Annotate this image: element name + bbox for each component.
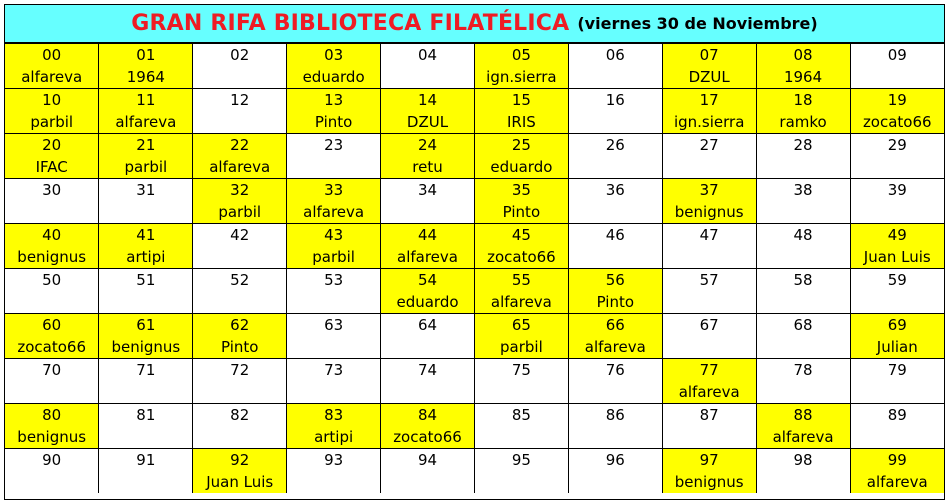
raffle-number-cell: 51	[99, 269, 193, 292]
buyer-name-cell	[568, 201, 662, 224]
buyer-name-cell: Juan Luis	[193, 471, 287, 493]
raffle-number-cell: 52	[193, 269, 287, 292]
buyer-name-cell: alfareva	[662, 381, 756, 404]
buyer-name-cell: alfareva	[850, 471, 944, 493]
buyer-name-cell	[99, 381, 193, 404]
raffle-number-cell: 10	[5, 89, 99, 112]
raffle-number-cell: 60	[5, 314, 99, 337]
buyer-name-cell	[381, 471, 475, 493]
buyer-name-cell	[568, 426, 662, 449]
raffle-number-cell: 48	[756, 224, 850, 247]
buyer-row	[5, 471, 944, 493]
raffle-number-cell: 87	[662, 404, 756, 427]
raffle-number-cell: 57	[662, 269, 756, 292]
raffle-number-cell: 01	[99, 44, 193, 67]
buyer-row	[5, 156, 944, 179]
buyer-name-cell: benignus	[662, 201, 756, 224]
buyer-name-cell: benignus	[662, 471, 756, 493]
buyer-name-cell	[287, 381, 381, 404]
buyer-name-cell	[850, 426, 944, 449]
buyer-name-cell: alfareva	[287, 201, 381, 224]
buyer-name-cell	[193, 66, 287, 89]
raffle-number-cell: 75	[474, 359, 568, 382]
raffle-number-cell: 79	[850, 359, 944, 382]
raffle-grid	[5, 43, 944, 493]
buyer-name-cell	[662, 156, 756, 179]
raffle-number-cell: 28	[756, 134, 850, 157]
buyer-name-cell: Pinto	[474, 201, 568, 224]
number-row	[5, 404, 944, 427]
raffle-number-cell: 32	[193, 179, 287, 202]
buyer-row	[5, 336, 944, 359]
buyer-name-cell: benignus	[99, 336, 193, 359]
raffle-number-cell: 22	[193, 134, 287, 157]
buyer-name-cell	[662, 246, 756, 269]
buyer-name-cell	[662, 291, 756, 314]
buyer-name-cell: ign.sierra	[662, 111, 756, 134]
buyer-name-cell	[193, 111, 287, 134]
raffle-number-cell: 81	[99, 404, 193, 427]
raffle-sheet	[4, 4, 945, 500]
raffle-number-cell: 76	[568, 359, 662, 382]
raffle-number-cell: 04	[381, 44, 475, 67]
buyer-name-cell: zocato66	[381, 426, 475, 449]
raffle-number-cell: 09	[850, 44, 944, 67]
number-row	[5, 179, 944, 202]
buyer-row	[5, 381, 944, 404]
raffle-number-cell: 83	[287, 404, 381, 427]
raffle-number-cell: 93	[287, 449, 381, 472]
raffle-number-cell: 59	[850, 269, 944, 292]
number-row	[5, 314, 944, 337]
buyer-name-cell: retu	[381, 156, 475, 179]
buyer-name-cell	[850, 291, 944, 314]
buyer-name-cell	[381, 381, 475, 404]
page-title: GRAN RIFA BIBLIOTECA FILATÉLICA	[131, 11, 570, 36]
buyer-name-cell: DZUL	[381, 111, 475, 134]
buyer-name-cell	[5, 471, 99, 493]
raffle-number-cell: 47	[662, 224, 756, 247]
buyer-name-cell	[850, 381, 944, 404]
buyer-name-cell	[474, 426, 568, 449]
raffle-number-cell: 24	[381, 134, 475, 157]
raffle-number-cell: 61	[99, 314, 193, 337]
raffle-number-cell: 58	[756, 269, 850, 292]
buyer-name-cell: zocato66	[5, 336, 99, 359]
raffle-number-cell: 21	[99, 134, 193, 157]
buyer-name-cell	[850, 156, 944, 179]
raffle-number-cell: 82	[193, 404, 287, 427]
raffle-number-cell: 88	[756, 404, 850, 427]
raffle-number-cell: 84	[381, 404, 475, 427]
number-row	[5, 44, 944, 67]
raffle-number-cell: 50	[5, 269, 99, 292]
raffle-number-cell: 29	[850, 134, 944, 157]
buyer-row	[5, 111, 944, 134]
buyer-name-cell: alfareva	[5, 66, 99, 89]
raffle-number-cell: 73	[287, 359, 381, 382]
raffle-number-cell: 77	[662, 359, 756, 382]
raffle-number-cell: 40	[5, 224, 99, 247]
buyer-name-cell	[5, 381, 99, 404]
raffle-number-cell: 38	[756, 179, 850, 202]
page-subtitle: (viernes 30 de Noviembre)	[577, 14, 818, 33]
raffle-number-cell: 70	[5, 359, 99, 382]
buyer-name-cell	[381, 336, 475, 359]
raffle-grid-body	[5, 44, 944, 494]
buyer-name-cell	[662, 426, 756, 449]
buyer-name-cell	[287, 336, 381, 359]
buyer-row	[5, 246, 944, 269]
buyer-name-cell: Pinto	[193, 336, 287, 359]
raffle-number-cell: 66	[568, 314, 662, 337]
raffle-number-cell: 11	[99, 89, 193, 112]
raffle-number-cell: 42	[193, 224, 287, 247]
raffle-number-cell: 89	[850, 404, 944, 427]
buyer-name-cell: parbil	[193, 201, 287, 224]
buyer-name-cell	[193, 291, 287, 314]
raffle-number-cell: 27	[662, 134, 756, 157]
raffle-number-cell: 05	[474, 44, 568, 67]
raffle-number-cell: 18	[756, 89, 850, 112]
buyer-name-cell	[568, 471, 662, 493]
buyer-name-cell	[287, 156, 381, 179]
buyer-name-cell: alfareva	[193, 156, 287, 179]
buyer-name-cell: alfareva	[474, 291, 568, 314]
buyer-name-cell: 1964	[99, 66, 193, 89]
buyer-name-cell	[756, 336, 850, 359]
buyer-name-cell: ign.sierra	[474, 66, 568, 89]
buyer-name-cell: 1964	[756, 66, 850, 89]
raffle-number-cell: 72	[193, 359, 287, 382]
buyer-name-cell	[568, 156, 662, 179]
buyer-name-cell	[193, 381, 287, 404]
buyer-name-cell	[381, 201, 475, 224]
raffle-number-cell: 23	[287, 134, 381, 157]
buyer-name-cell	[850, 66, 944, 89]
raffle-number-cell: 68	[756, 314, 850, 337]
buyer-name-cell: alfareva	[99, 111, 193, 134]
raffle-number-cell: 53	[287, 269, 381, 292]
buyer-name-cell: artipi	[99, 246, 193, 269]
number-row	[5, 224, 944, 247]
raffle-number-cell: 41	[99, 224, 193, 247]
raffle-number-cell: 08	[756, 44, 850, 67]
raffle-number-cell: 31	[99, 179, 193, 202]
raffle-number-cell: 17	[662, 89, 756, 112]
buyer-name-cell	[756, 471, 850, 493]
raffle-number-cell: 26	[568, 134, 662, 157]
buyer-name-cell: alfareva	[381, 246, 475, 269]
buyer-row	[5, 201, 944, 224]
buyer-name-cell: Pinto	[568, 291, 662, 314]
buyer-name-cell: benignus	[5, 426, 99, 449]
raffle-number-cell: 13	[287, 89, 381, 112]
buyer-name-cell	[193, 426, 287, 449]
raffle-number-cell: 20	[5, 134, 99, 157]
raffle-number-cell: 62	[193, 314, 287, 337]
raffle-number-cell: 35	[474, 179, 568, 202]
raffle-number-cell: 39	[850, 179, 944, 202]
buyer-name-cell	[5, 201, 99, 224]
buyer-name-cell: IRIS	[474, 111, 568, 134]
raffle-number-cell: 97	[662, 449, 756, 472]
buyer-name-cell: alfareva	[756, 426, 850, 449]
raffle-number-cell: 00	[5, 44, 99, 67]
buyer-name-cell	[756, 246, 850, 269]
raffle-number-cell: 63	[287, 314, 381, 337]
raffle-number-cell: 25	[474, 134, 568, 157]
buyer-name-cell	[756, 156, 850, 179]
raffle-number-cell: 34	[381, 179, 475, 202]
buyer-name-cell	[99, 291, 193, 314]
raffle-number-cell: 14	[381, 89, 475, 112]
raffle-number-cell: 90	[5, 449, 99, 472]
raffle-number-cell: 43	[287, 224, 381, 247]
raffle-number-cell: 33	[287, 179, 381, 202]
number-row	[5, 89, 944, 112]
raffle-number-cell: 30	[5, 179, 99, 202]
raffle-number-cell: 78	[756, 359, 850, 382]
buyer-name-cell: parbil	[474, 336, 568, 359]
buyer-row	[5, 66, 944, 89]
raffle-number-cell: 45	[474, 224, 568, 247]
buyer-name-cell	[756, 201, 850, 224]
raffle-number-cell: 94	[381, 449, 475, 472]
buyer-name-cell	[99, 201, 193, 224]
buyer-name-cell	[568, 381, 662, 404]
buyer-name-cell	[662, 336, 756, 359]
buyer-name-cell: alfareva	[568, 336, 662, 359]
raffle-number-cell: 85	[474, 404, 568, 427]
raffle-number-cell: 86	[568, 404, 662, 427]
buyer-name-cell	[381, 66, 475, 89]
buyer-name-cell: eduardo	[381, 291, 475, 314]
buyer-name-cell: eduardo	[474, 156, 568, 179]
buyer-name-cell	[756, 291, 850, 314]
raffle-number-cell: 80	[5, 404, 99, 427]
buyer-name-cell: artipi	[287, 426, 381, 449]
number-row	[5, 134, 944, 157]
buyer-name-cell	[5, 291, 99, 314]
buyer-name-cell	[99, 426, 193, 449]
raffle-number-cell: 49	[850, 224, 944, 247]
buyer-name-cell: DZUL	[662, 66, 756, 89]
raffle-number-cell: 54	[381, 269, 475, 292]
raffle-number-cell: 36	[568, 179, 662, 202]
buyer-name-cell	[568, 66, 662, 89]
buyer-row	[5, 291, 944, 314]
raffle-number-cell: 64	[381, 314, 475, 337]
raffle-number-cell: 44	[381, 224, 475, 247]
raffle-number-cell: 74	[381, 359, 475, 382]
raffle-number-cell: 65	[474, 314, 568, 337]
number-row	[5, 449, 944, 472]
raffle-number-cell: 07	[662, 44, 756, 67]
raffle-number-cell: 67	[662, 314, 756, 337]
raffle-number-cell: 46	[568, 224, 662, 247]
raffle-number-cell: 19	[850, 89, 944, 112]
buyer-name-cell	[287, 291, 381, 314]
buyer-name-cell	[193, 246, 287, 269]
raffle-number-cell: 71	[99, 359, 193, 382]
buyer-name-cell: ramko	[756, 111, 850, 134]
number-row	[5, 269, 944, 292]
buyer-name-cell	[99, 471, 193, 493]
buyer-name-cell: eduardo	[287, 66, 381, 89]
raffle-number-cell: 96	[568, 449, 662, 472]
buyer-name-cell	[850, 201, 944, 224]
raffle-number-cell: 37	[662, 179, 756, 202]
raffle-number-cell: 15	[474, 89, 568, 112]
raffle-number-cell: 92	[193, 449, 287, 472]
buyer-name-cell: Pinto	[287, 111, 381, 134]
buyer-name-cell: parbil	[5, 111, 99, 134]
buyer-name-cell: parbil	[99, 156, 193, 179]
buyer-name-cell: Juan Luis	[850, 246, 944, 269]
buyer-name-cell	[756, 381, 850, 404]
buyer-name-cell	[568, 111, 662, 134]
raffle-number-cell: 12	[193, 89, 287, 112]
buyer-row	[5, 426, 944, 449]
buyer-name-cell: zocato66	[474, 246, 568, 269]
raffle-number-cell: 91	[99, 449, 193, 472]
buyer-name-cell: Julian	[850, 336, 944, 359]
buyer-name-cell: zocato66	[850, 111, 944, 134]
title-bar	[5, 5, 944, 43]
buyer-name-cell	[474, 381, 568, 404]
buyer-name-cell: IFAC	[5, 156, 99, 179]
number-row	[5, 359, 944, 382]
buyer-name-cell	[474, 471, 568, 493]
raffle-number-cell: 06	[568, 44, 662, 67]
raffle-number-cell: 16	[568, 89, 662, 112]
raffle-number-cell: 03	[287, 44, 381, 67]
raffle-number-cell: 95	[474, 449, 568, 472]
buyer-name-cell	[287, 471, 381, 493]
raffle-number-cell: 69	[850, 314, 944, 337]
raffle-number-cell: 99	[850, 449, 944, 472]
raffle-number-cell: 55	[474, 269, 568, 292]
raffle-number-cell: 98	[756, 449, 850, 472]
buyer-name-cell	[568, 246, 662, 269]
buyer-name-cell: parbil	[287, 246, 381, 269]
raffle-number-cell: 56	[568, 269, 662, 292]
raffle-number-cell: 02	[193, 44, 287, 67]
buyer-name-cell: benignus	[5, 246, 99, 269]
